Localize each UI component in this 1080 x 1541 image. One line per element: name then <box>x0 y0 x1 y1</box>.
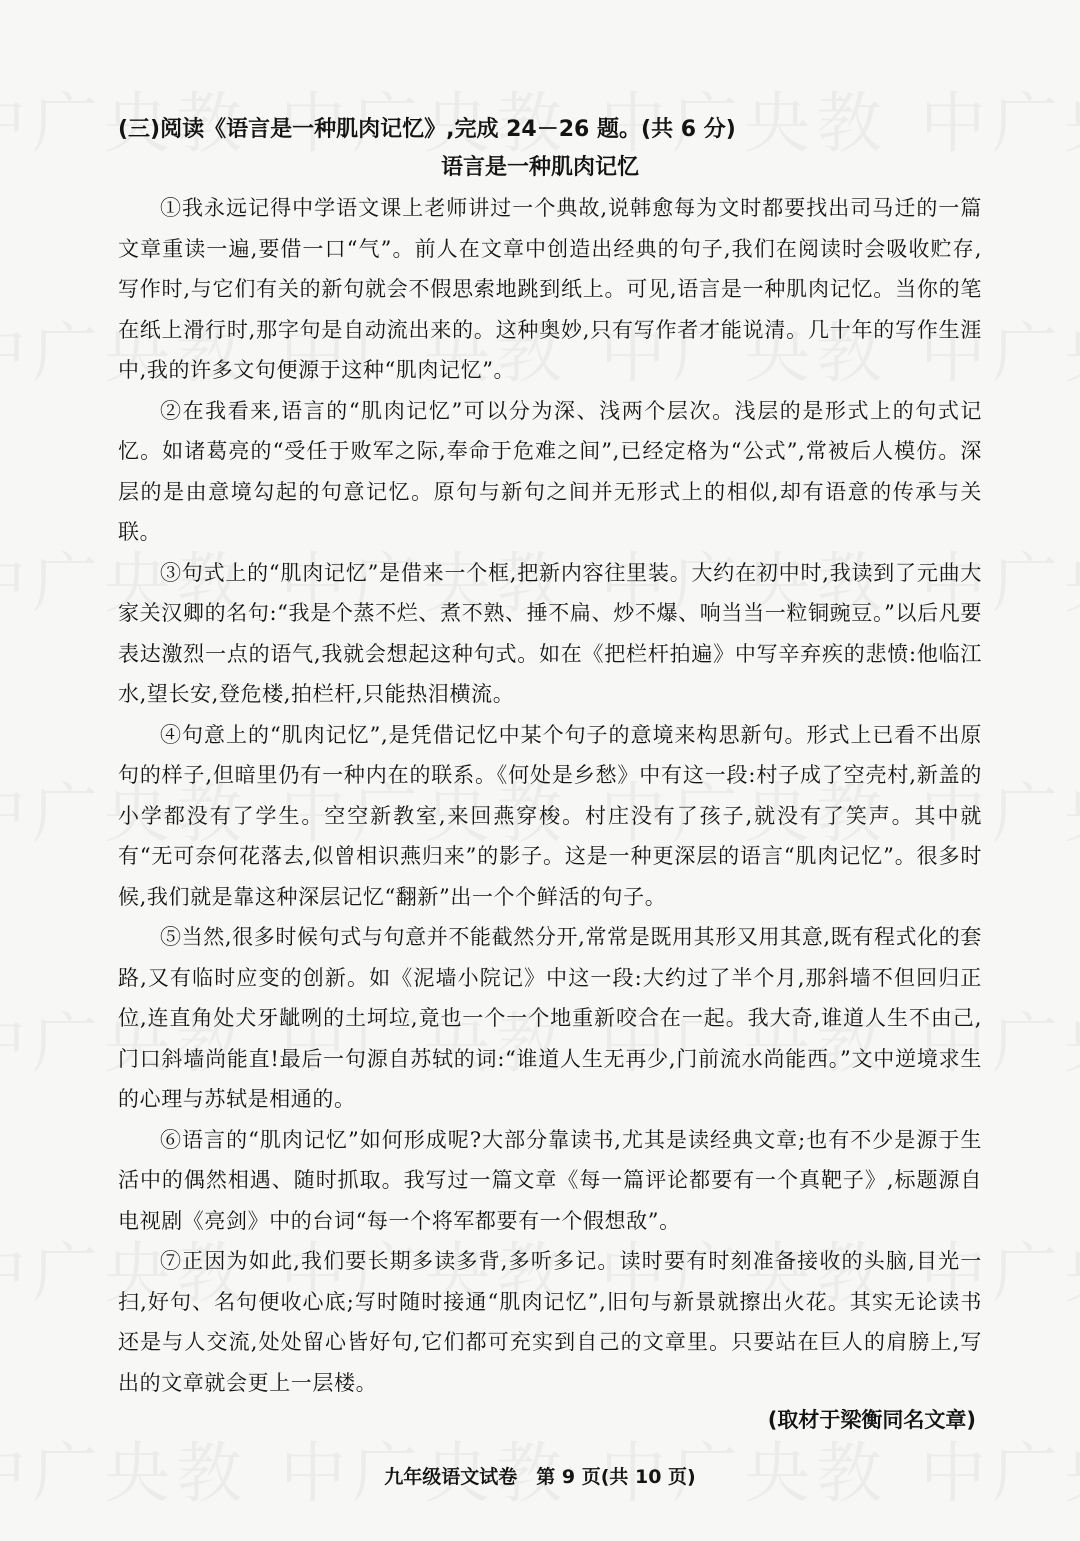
paragraph-2: ②在我看来,语言的“肌肉记忆”可以分为深、浅两个层次。浅层的是形式上的句式记忆。如诸葛亮的“受任于败军之际,奉命于危难之间”,已经定格为“公式”,常被后人模仿。深层的是由意境勾起的句意记忆。原句与新句之间并无形式上的相似,却有语意的传承与关联。 <box>118 398 982 544</box>
paragraph-6: ⑥语言的“肌肉记忆”如何形成呢?大部分靠读书,尤其是读经典文章;也有不少是源于生活中的偶然相遇、随时抓取。我写过一篇文章《每一篇评论都要有一个真靶子》,标题源自电视剧《亮剑》中的台词“每一个将军都要有一个假想敌”。 <box>118 1127 982 1233</box>
source-note: (取材于梁衡同名文章) <box>767 1408 976 1432</box>
section-heading: (三)阅读《语言是一种肌肉记忆》,完成 24－26 题。(共 6 分) <box>118 117 736 142</box>
article-title: 语言是一种肌肉记忆 <box>440 155 639 180</box>
paragraph-3: ③句式上的“肌肉记忆”是借来一个框,把新内容往里装。大约在初中时,我读到了元曲大家关汉卿的名句:“我是个蒸不烂、煮不熟、捶不扁、炒不爆、响当当一粒铜豌豆。”以后凡要表达激烈一点的语气,我就会想起这种句式。如在《把栏杆拍遍》中写辛弃疾的悲愤:他临江水,望长安,登危楼,拍栏杆,只能热泪横流。 <box>118 560 982 706</box>
page-footer: 九年级语文试卷 第 9 页(共 10 页) <box>384 1466 696 1488</box>
paragraph-5: ⑤当然,很多时候句式与句意并不能截然分开,常常是既用其形又用其意,既有程式化的套路,又有临时应变的创新。如《泥墙小院记》中这一段:大约过了半个月,那斜墙不但回归正位,连直角处犬牙龇咧的土坷垃,竟也一个一个地重新咬合在一起。我大奇,谁道人生不由己,门口斜墙尚能直!最后一句源自苏轼的词:“谁道人生无再少,门前流水尚能西。”文中逆境求生的心理与苏轼是相通的。 <box>118 925 982 1111</box>
paragraph-1: ①我永远记得中学语文课上老师讲过一个典故,说韩愈每为文时都要找出司马迁的一篇文章重读一遍,要借一口“气”。前人在文章中创造出经典的句子,我们在阅读时会吸收贮存,写作时,与它们有关的新句就会不假思索地跳到纸上。可见,语言是一种肌肉记忆。当你的笔在纸上滑行时,那字句是自动流出来的。这种奥妙,只有写作者才能说清。几十年的写作生涯中,我的许多文句便源于这种“肌肉记忆”。 <box>118 196 982 382</box>
paragraph-4: ④句意上的“肌肉记忆”,是凭借记忆中某个句子的意境来构思新句。形式上已看不出原句的样子,但暗里仍有一种内在的联系。《何处是乡愁》中有这一段:村子成了空壳村,新盖的小学都没有了学生。空空新教室,来回燕穿梭。村庄没有了孩子,就没有了笑声。其中就有“无可奈何花落去,似曾相识燕归来”的影子。这是一种更深层的语言“肌肉记忆”。很多时候,我们就是靠这种深层记忆“翻新”出一个个鲜活的句子。 <box>118 722 982 909</box>
paragraph-7: ⑦正因为如此,我们要长期多读多背,多听多记。读时要有时刻准备接收的头脑,目光一扫,好句、名句便收心底;写时随时接通“肌肉记忆”,旧句与新景就擦出火花。其实无论读书还是与人交流,处处留心皆好句,它们都可充实到自己的文章里。只要站在巨人的肩膀上,写出的文章就会更上一层楼。 <box>118 1249 982 1395</box>
article-body <box>118 188 982 1403</box>
